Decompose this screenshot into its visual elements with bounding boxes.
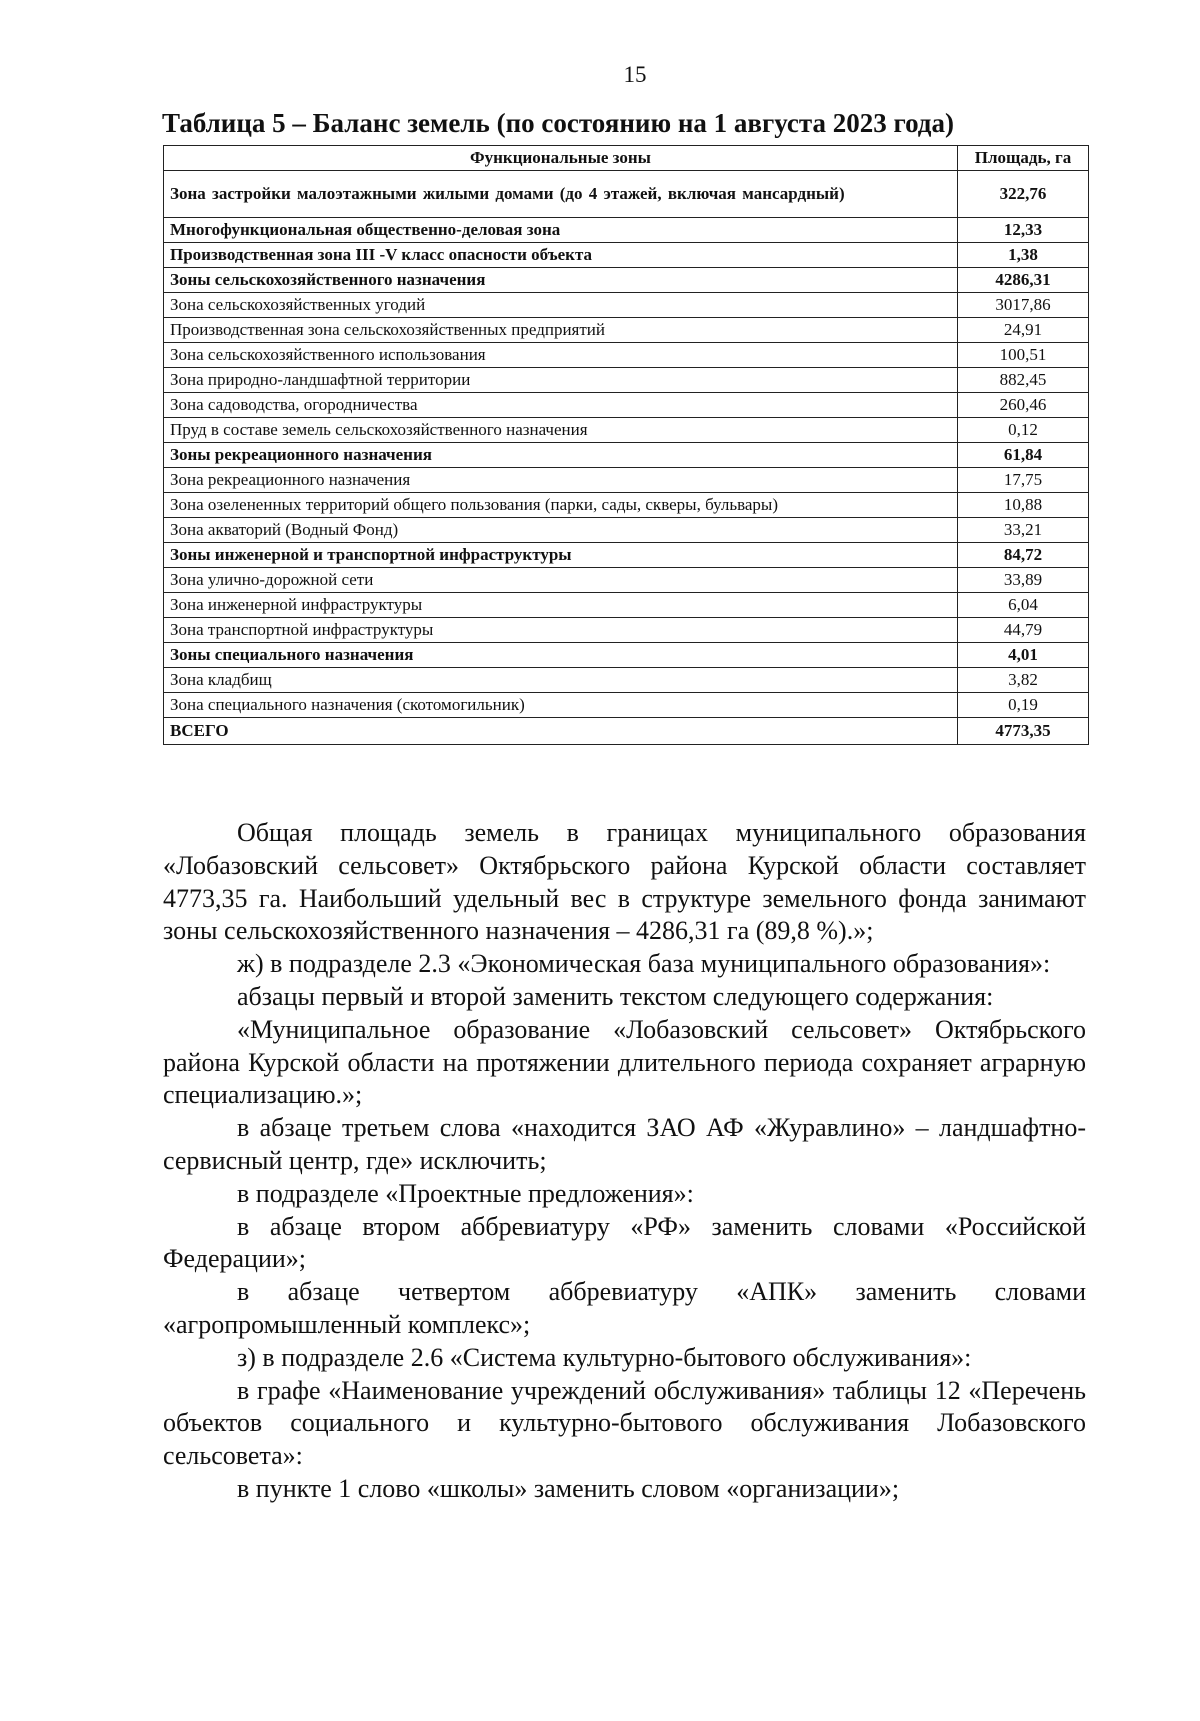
- zone-area-cell: 24,91: [958, 318, 1089, 343]
- zone-area-cell: 61,84: [958, 443, 1089, 468]
- zone-area-cell: 260,46: [958, 393, 1089, 418]
- zone-name-cell: Зона рекреационного назначения: [164, 468, 958, 493]
- zone-area-cell: 100,51: [958, 343, 1089, 368]
- table-row: [164, 543, 1089, 568]
- paragraph: в подразделе «Проектные предложения»:: [237, 1178, 694, 1208]
- zone-area-cell: 17,75: [958, 468, 1089, 493]
- zone-area-cell: 10,88: [958, 493, 1089, 518]
- paragraph: в пункте 1 слово «школы» заменить словом «организации»;: [237, 1473, 900, 1503]
- zone-name-cell: ВСЕГО: [164, 718, 958, 745]
- paragraph: Общая площадь земель в границах муниципального образования «Лобазовский сельсовет» Октябрьского района Курской области составляет 4773,35 га. Наибольший удельный вес в структуре земельного фонда занимают зоны сельскохозяйственного назначения – 4286,31 га (89,8 %).»;: [163, 818, 1086, 946]
- table-row: [164, 418, 1089, 443]
- zone-area-cell: 33,21: [958, 518, 1089, 543]
- zone-area-cell: 3017,86: [958, 293, 1089, 318]
- zone-name-cell: Зона садоводства, огородничества: [164, 393, 958, 418]
- zone-name-cell: Зона специального назначения (скотомогильник): [164, 693, 958, 718]
- table-row: [164, 393, 1089, 418]
- table-total-row: [164, 718, 1089, 745]
- paragraph: в абзаце четвертом аббревиатуру «АПК» заменить словами «агропромышленный комплекс»;: [163, 1277, 1086, 1339]
- table-row: [164, 171, 1089, 218]
- zone-name-cell: Зоны специального назначения: [164, 643, 958, 668]
- zone-name-cell: Зоны сельскохозяйственного назначения: [164, 268, 958, 293]
- table-row: [164, 593, 1089, 618]
- zone-name-cell: Зона улично-дорожной сети: [164, 568, 958, 593]
- table-row: [164, 318, 1089, 343]
- table-row: [164, 493, 1089, 518]
- table-row: [164, 268, 1089, 293]
- zone-name-cell: Зоны инженерной и транспортной инфраструктуры: [164, 543, 958, 568]
- table-title: Таблица 5 – Баланс земель (по состоянию на 1 августа 2023 года): [162, 108, 954, 138]
- table-row: [164, 443, 1089, 468]
- table-row: [164, 368, 1089, 393]
- zone-area-cell: 0,19: [958, 693, 1089, 718]
- zone-area-cell: 84,72: [958, 543, 1089, 568]
- zone-name-cell: Зона застройки малоэтажными жилыми домами (до 4 этажей, включая мансардный): [164, 171, 958, 218]
- table-row: [164, 343, 1089, 368]
- table-body: [164, 171, 1089, 745]
- zone-name-cell: Зона озелененных территорий общего пользования (парки, сады, скверы, бульвары): [164, 493, 958, 518]
- table-row: [164, 693, 1089, 718]
- table-row: [164, 243, 1089, 268]
- zone-area-cell: 6,04: [958, 593, 1089, 618]
- paragraph: абзацы первый и второй заменить текстом следующего содержания:: [237, 981, 994, 1011]
- table-row: [164, 218, 1089, 243]
- table-row: [164, 568, 1089, 593]
- zone-name-cell: Зона акваторий (Водный Фонд): [164, 518, 958, 543]
- table-row: [164, 668, 1089, 693]
- table-row: [164, 468, 1089, 493]
- table-row: [164, 293, 1089, 318]
- column-header-area: Площадь, га: [958, 146, 1089, 171]
- zone-area-cell: 12,33: [958, 218, 1089, 243]
- table-row: [164, 643, 1089, 668]
- zone-name-cell: Зона природно-ландшафтной территории: [164, 368, 958, 393]
- zone-name-cell: Зоны рекреационного назначения: [164, 443, 958, 468]
- zone-name-cell: Многофункциональная общественно-деловая зона: [164, 218, 958, 243]
- zone-area-cell: 44,79: [958, 618, 1089, 643]
- zone-area-cell: 0,12: [958, 418, 1089, 443]
- paragraph: в абзаце втором аббревиатуру «РФ» заменить словами «Российской Федерации»;: [163, 1211, 1086, 1274]
- table-header-row: [164, 146, 1089, 171]
- table-row: [164, 518, 1089, 543]
- zone-name-cell: Зона инженерной инфраструктуры: [164, 593, 958, 618]
- zone-area-cell: 322,76: [958, 171, 1089, 218]
- column-header-zones: Функциональные зоны: [164, 146, 958, 171]
- paragraph: в абзаце третьем слова «находится ЗАО АФ «Журавлино» – ландшафтно-сервисный центр, где» исключить;: [163, 1113, 1086, 1175]
- zone-name-cell: Производственная зона III -V класс опасности объекта: [164, 243, 958, 268]
- zone-area-cell: 882,45: [958, 368, 1089, 393]
- zone-area-cell: 4773,35: [958, 718, 1089, 745]
- zone-name-cell: Пруд в составе земель сельскохозяйственного назначения: [164, 418, 958, 443]
- zone-name-cell: Зона транспортной инфраструктуры: [164, 618, 958, 643]
- zone-area-cell: 4,01: [958, 643, 1089, 668]
- zone-name-cell: Зона сельскохозяйственного использования: [164, 343, 958, 368]
- zone-area-cell: 4286,31: [958, 268, 1089, 293]
- paragraph: «Муниципальное образование «Лобазовский сельсовет» Октябрьского района Курской области на протяжении длительного периода сохраняет аграрную специализацию.»;: [163, 1014, 1086, 1110]
- paragraph: ж) в подразделе 2.3 «Экономическая база муниципального образования»:: [237, 949, 1051, 979]
- zone-area-cell: 3,82: [958, 668, 1089, 693]
- zone-name-cell: Зона кладбищ: [164, 668, 958, 693]
- zone-area-cell: 1,38: [958, 243, 1089, 268]
- zone-name-cell: Зона сельскохозяйственных угодий: [164, 293, 958, 318]
- zone-name-cell: Производственная зона сельскохозяйственных предприятий: [164, 318, 958, 343]
- body-text: [163, 817, 1086, 1506]
- land-balance-table: [163, 145, 1089, 745]
- zone-area-cell: 33,89: [958, 568, 1089, 593]
- table-row: [164, 618, 1089, 643]
- paragraph: з) в подразделе 2.6 «Система культурно-бытового обслуживания»:: [237, 1342, 972, 1372]
- paragraph: в графе «Наименование учреждений обслуживания» таблицы 12 «Перечень объектов социального и культурно-бытового обслуживания Лобазовского сельсовета»:: [163, 1375, 1086, 1471]
- page-number: 15: [623, 62, 647, 87]
